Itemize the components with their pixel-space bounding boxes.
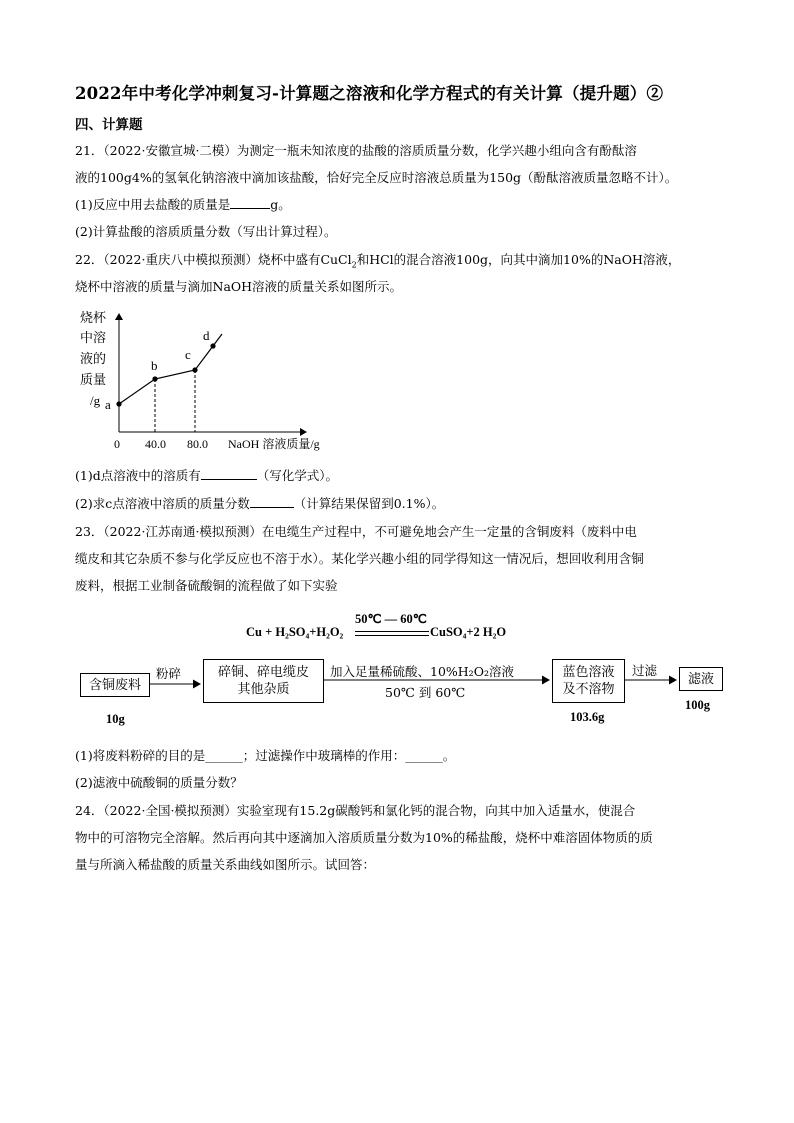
answer-blank[interactable] [201, 467, 257, 480]
point-d [210, 343, 215, 348]
q22-part-2-hint: （计算结果保留到0.1%）。 [293, 496, 445, 511]
q23-part-2: (2)滤液中硫酸铜的质量分数？ [75, 775, 243, 790]
x-axis-label: NaOH 溶液质量/g [228, 437, 320, 451]
q21-line-2: 液的100g4%的氢氧化钠溶液中滴加该盐酸，恰好完全反应时溶液总质量为150g（酚酞溶液质量忽略不计）。 [75, 170, 678, 185]
flow-box-filtrate: 滤液 [679, 667, 723, 691]
flow-box-crushed-line-2: 其他杂质 [237, 682, 290, 697]
q22-part-1-hint: （写化学式）。 [256, 468, 338, 483]
q23-part-1: (1)将废料粉碎的目的是______；过滤操作中玻璃棒的作用：______。 [75, 748, 456, 763]
x-tick-label: 40.0 [145, 437, 166, 451]
point-c [192, 367, 197, 372]
answer-blank[interactable] [230, 196, 270, 209]
series-line [119, 334, 222, 404]
page-title: 2022年中考化学冲刺复习-计算题之溶液和化学方程式的有关计算（提升题）② [75, 84, 664, 103]
x-tick-label: 0 [114, 437, 120, 451]
flow-label-crush: 粉碎 [156, 666, 182, 681]
answer-blank[interactable] [250, 495, 294, 508]
flow-box-blue-line-2: 及不溶物 [562, 682, 615, 697]
flow-box-crushed-line-1: 碎铜、碎电缆皮 [217, 665, 309, 680]
y-label-line: 液的 [80, 351, 107, 366]
q22-subscript: 2 [351, 260, 357, 270]
y-label-line: 质量 [80, 372, 107, 387]
q21-part-1-text: (1)反应中用去盐酸的质量是 [75, 197, 231, 212]
q23-line-1: 23．（2022·江苏南通·模拟预测）在电缆生产过程中，不可避免地会产生一定量的含铜废料（废料中电 [75, 524, 637, 539]
q22-part-2-text: (2)求c点溶液中溶质的质量分数 [75, 496, 250, 511]
x-tick-label: 80.0 [187, 437, 208, 451]
q24-line-2: 物中的可溶物完全溶解。然后再向其中逐滴加入溶质质量分数为10%的稀盐酸，烧杯中难溶固体物质的质 [75, 830, 653, 845]
flow-mass-3: 103.6g [570, 710, 605, 724]
equation-equals [355, 631, 429, 636]
point-a [116, 401, 121, 406]
point-label: b [151, 358, 158, 373]
equation-rhs: CuSO₄+2 H₂O [430, 625, 507, 639]
point-b [152, 376, 157, 381]
flow-mass-1: 10g [106, 712, 125, 726]
y-label-line: 中溶 [80, 330, 107, 345]
q22-line-1 [75, 250, 680, 270]
flow-box-crushed [203, 659, 324, 703]
q24-line-1: 24．（2022·全国·模拟预测）实验室现有15.2g碳酸钙和氯化钙的混合物，向其中加入适量水，使混合 [75, 803, 636, 818]
flow-label-reagents: 加入足量稀硫酸、10%H₂O₂溶液 [330, 664, 514, 679]
q22-part-1-text: (1)d点溶液中的溶质有 [75, 468, 201, 483]
q21-part-2: (2)计算盐酸的溶质质量分数（写出计算过程）。 [75, 224, 337, 239]
q22-line-1b: 和HCl的混合溶液100g，向其中滴加10%的NaOH溶液， [356, 252, 681, 267]
flow-box-copper-waste: 含铜废料 [80, 673, 150, 697]
y-label-line: 烧杯 [80, 310, 107, 325]
point-label: a [105, 397, 111, 412]
q21-part-1 [75, 195, 291, 213]
q21-line-1: 21．（2022·安徽宣城·二模）为测定一瓶未知浓度的盐酸的溶质质量分数，化学兴趣小组向含有酚酞溶 [75, 143, 637, 158]
point-label: c [185, 347, 191, 362]
q22-line-1a: 22．（2022·重庆八中模拟预测）烧杯中盛有CuCl [75, 252, 352, 267]
q23-line-3: 废料，根据工业制备硫酸铜的流程做了如下实验 [75, 578, 338, 593]
q24-line-3: 量与所滴入稀盐酸的质量关系曲线如图所示。试回答： [75, 857, 376, 872]
q22-line-2: 烧杯中溶液的质量与滴加NaOH溶液的质量关系如图所示。 [75, 279, 403, 294]
y-label-line: /g [90, 393, 101, 408]
q22-part-1 [75, 466, 338, 484]
q23-line-2: 缆皮和其它杂质不参与化学反应也不溶于水）。某化学兴趣小组的同学得知这一情况后，想回收利用含铜 [75, 551, 644, 566]
equation-condition: 50℃ — 60℃ [355, 612, 427, 626]
y-axis-label [80, 310, 107, 408]
flow-label-temperature: 50℃ 到 60℃ [385, 685, 466, 700]
flow-box-blue-line-1: 蓝色溶液 [562, 665, 615, 680]
flow-box-blue-solution [552, 659, 625, 703]
q21-part-1-unit: g。 [270, 197, 291, 212]
q22-part-2 [75, 494, 444, 512]
equation-lhs: Cu + H₂SO₄+H₂O₂ [246, 625, 344, 639]
flow-label-filter: 过滤 [632, 663, 658, 678]
q22-chart [70, 305, 370, 455]
point-label: d [203, 328, 210, 343]
flow-mass-4: 100g [685, 698, 710, 712]
section-heading: 四、计算题 [75, 117, 143, 133]
